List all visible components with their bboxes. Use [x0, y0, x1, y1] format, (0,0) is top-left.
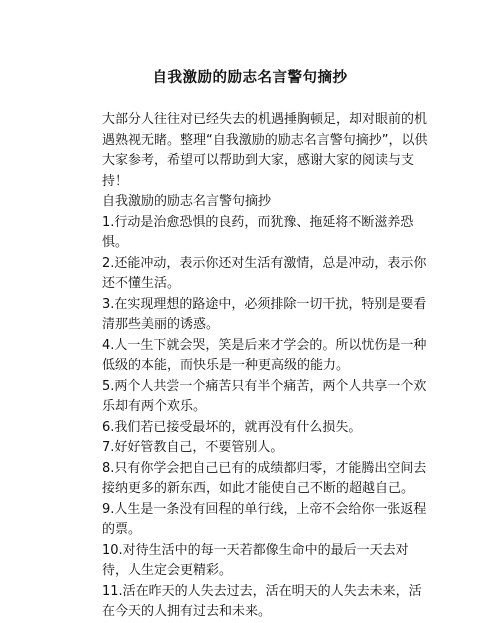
quote-item-8: 8.只有你学会把自己已有的成绩都归零，才能腾出空间去接纳更多的新东西，如此才能使自己不断的超越自己。	[102, 460, 427, 496]
section-heading: 自我激励的励志名言警句摘抄	[102, 194, 272, 209]
quote-item-6: 6.我们若已接受最坏的，就再没有什么损失。	[102, 419, 362, 435]
quote-item-11: 11.活在昨天的人失去过去，活在明天的人失去未来，活在今天的人拥有过去和未来。	[102, 583, 422, 619]
quote-item-10: 10.对待生活中的每一天若都像生命中的最后一天去对待，人生定会更精彩。	[102, 542, 409, 578]
quote-item-7: 7.好好管教自己，不要管别人。	[102, 440, 284, 455]
quote-item-3: 3.在实现理想的路途中，必须排除一切干扰，特别是要看清那些美丽的诱惑。	[102, 296, 427, 332]
quote-item-1: 1.行动是治愈恐惧的良药，而犹豫、拖延将不断滋养恐惧。	[102, 214, 414, 250]
document-title: 自我激励的励志名言警句摘抄	[152, 70, 348, 86]
quote-item-2: 2.还能冲动，表示你还对生活有激情，总是冲动，表示你还不懂生活。	[102, 255, 427, 291]
quote-item-5: 5.两个人共尝一个痛苦只有半个痛苦，两个人共享一个欢乐却有两个欢乐。	[102, 378, 427, 414]
document-body	[102, 110, 430, 623]
quote-item-9: 9.人生是一条没有回程的单行线，上帝不会给你一张返程的票。	[102, 501, 427, 537]
quote-item-4: 4.人一生下就会哭，笑是后来才学会的。所以忧伤是一种低级的本能，而快乐是一种更高级的能力。	[102, 337, 427, 373]
intro-paragraph: 大部分人往往对已经失去的机遇捶胸顿足，却对眼前的机遇熟视无睹。整理“自我激励的励志名言警句摘抄”，以供大家参考，希望可以帮助到大家，感谢大家的阅读与支持！	[102, 112, 428, 189]
